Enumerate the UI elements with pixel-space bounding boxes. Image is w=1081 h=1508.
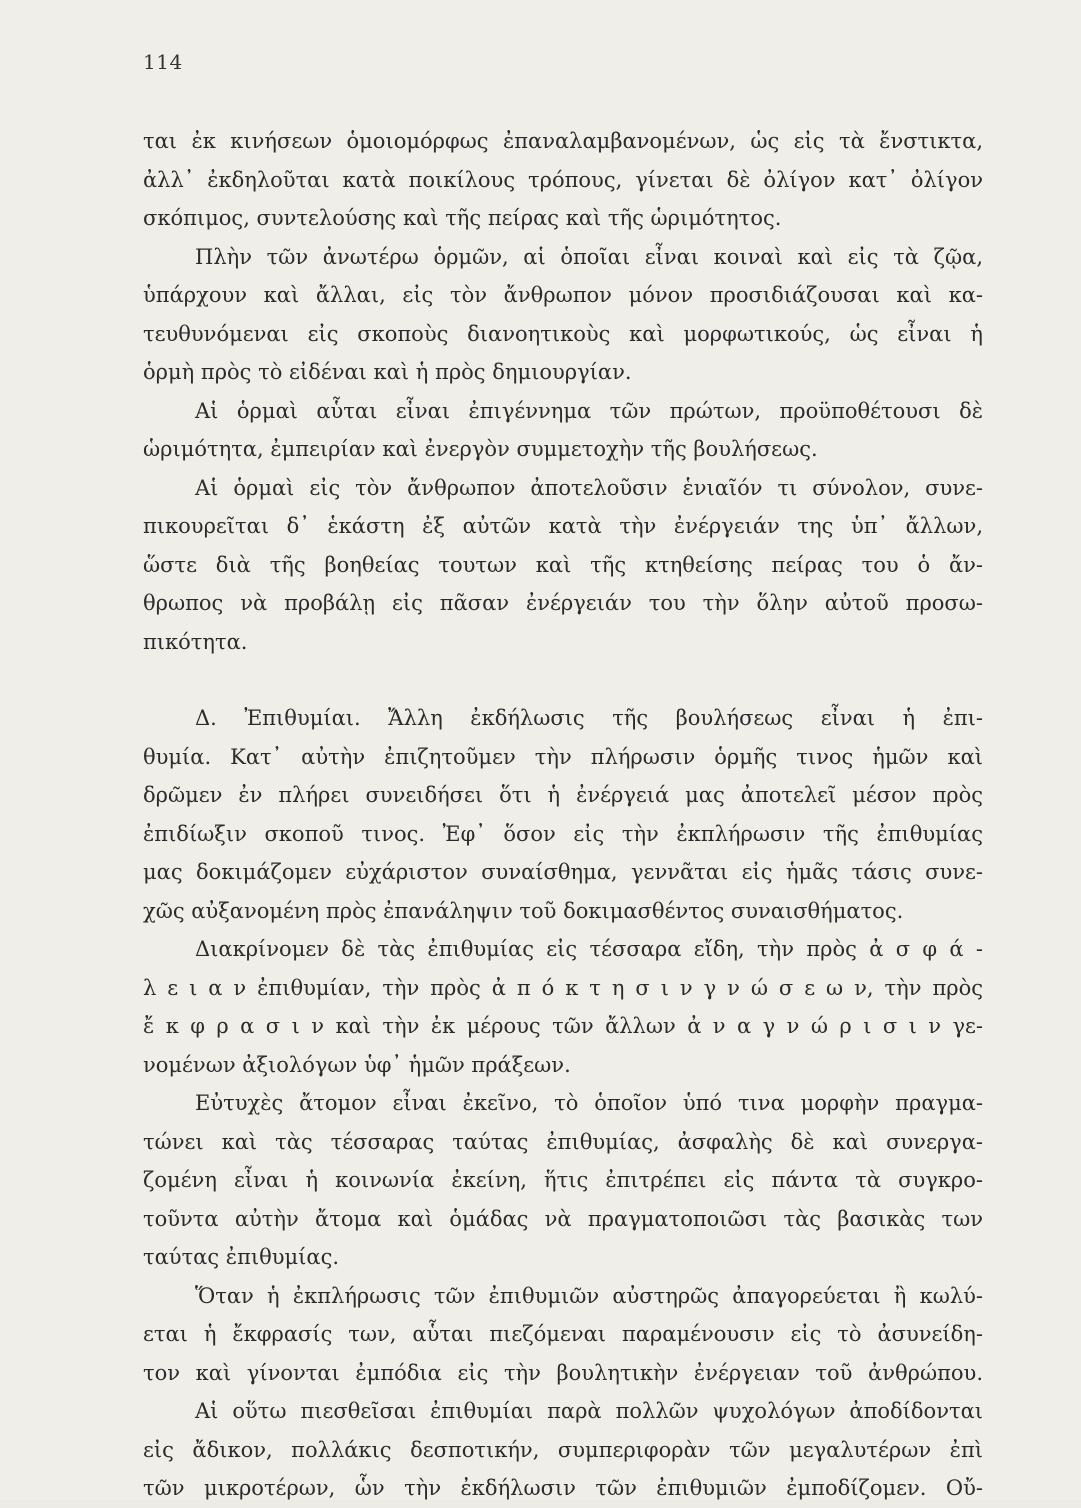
- text-line: πικότητα.: [143, 629, 248, 654]
- text-line: ἀλλ᾽ ἐκδηλοῦται κατὰ ποικίλους τρόπους, γίνεται δὲ ὀλίγον κατ᾽ ὀλίγον: [143, 167, 983, 192]
- text-line: ὁρμὴ πρὸς τὸ εἰδέναι καὶ ἡ πρὸς δημιουργίαν.: [143, 360, 632, 384]
- text-line: ὡριμότητα, ἐμπειρίαν καὶ ἐνεργὸν συμμετοχὴν τῆς βουλήσεως.: [143, 437, 818, 461]
- text-line: ζομένη εἶναι ἡ κοινωνία ἐκείνη, ἥτις ἐπιτρέπει εἰς πάντα τὰ συγκρο-: [143, 1168, 983, 1192]
- text-line: θρωπος νὰ προβάλῃ εἰς πᾶσαν ἐνέργειάν του τὴν ὅλην αὐτοῦ προσω-: [143, 591, 983, 615]
- text-line: ταύτας ἐπιθυμίας.: [143, 1245, 340, 1269]
- text-line: θυμία. Κατ᾽ αὐτὴν ἐπιζητοῦμεν τὴν πλήρωσιν ὁρμῆς τινος ἡμῶν καὶ: [143, 744, 983, 769]
- body-text: [143, 122, 983, 1508]
- text-line: ὥστε διὰ τῆς βοηθείας τουτων καὶ τῆς κτηθείσης πείρας του ὁ ἄν-: [143, 552, 983, 577]
- text-line: τῶν μικροτέρων, ὧν τὴν ἐκδήλωσιν τῶν ἐπιθυμιῶν ἐμποδίζομεν. Οὔ-: [143, 1476, 983, 1500]
- text-line: δρῶμεν ἐν πλήρει συνειδήσει ὅτι ἡ ἐνέργειά μας ἀποτελεῖ μέσον πρὸς: [143, 783, 983, 807]
- text-line: Αἱ ὁρμαὶ αὗται εἶναι ἐπιγέννημα τῶν πρώτων, προϋποθέτουσι δὲ: [195, 398, 983, 423]
- section-gap: [143, 661, 983, 699]
- text-line: ἔ κ φ ρ α σ ι ν καὶ τὴν ἐκ μέρους τῶν ἄλλων ἀ ν α γ ν ώ ρ ι σ ι ν γε-: [143, 1014, 983, 1038]
- text-line: πικουρεῖται δ᾽ ἑκάστη ἐξ αὐτῶν κατὰ τὴν ἐνέργειάν της ὑπ᾽ ἄλλων,: [143, 514, 983, 538]
- text-line: τοῦντα αὐτὴν ἄτομα καὶ ὁμάδας νὰ πραγματοποιῶσι τὰς βασικὰς των: [143, 1206, 983, 1231]
- text-line: χῶς αὐξανομένη πρὸς ἐπανάληψιν τοῦ δοκιμασθέντος συναισθήματος.: [143, 898, 904, 923]
- text-line: Διακρίνομεν δὲ τὰς ἐπιθυμίας εἰς τέσσαρα εἴδη, τὴν πρὸς ἀ σ φ ά -: [195, 937, 983, 961]
- text-line: ται ἐκ κινήσεων ὁμοιομόρφως ἐπαναλαμβανομένων, ὡς εἰς τὰ ἔνστικτα,: [143, 129, 983, 153]
- text-line: ἐπιδίωξιν σκοποῦ τινος. Ἐφ᾽ ὅσον εἰς τὴν ἐκπλήρωσιν τῆς ἐπιθυμίας: [143, 821, 983, 846]
- text-line: ὑπάρχουν καὶ ἄλλαι, εἰς τὸν ἄνθρωπον μόνον προσιδιάζουσαι καὶ κα-: [143, 283, 983, 307]
- text-line: Αἱ ὁρμαὶ εἰς τὸν ἄνθρωπον ἀποτελοῦσιν ἑνιαῖόν τι σύνολον, συνε-: [195, 475, 983, 500]
- text-line: Αἱ οὕτω πιεσθεῖσαι ἐπιθυμίαι παρὰ πολλῶν ψυχολόγων ἀποδίδονται: [195, 1399, 983, 1423]
- text-line: σκόπιμος, συντελούσης καὶ τῆς πείρας καὶ τῆς ὡριμότητος.: [143, 206, 782, 230]
- text-line: Ὅταν ἡ ἐκπλήρωσις τῶν ἐπιθυμιῶν αὐστηρῶς ἀπαγορεύεται ἢ κωλύ-: [195, 1283, 983, 1308]
- page-number: 114: [143, 50, 183, 74]
- text-line: μας δοκιμάζομεν εὐχάριστον συναίσθημα, γεννᾶται εἰς ἡμᾶς τάσις συνε-: [143, 860, 983, 884]
- text-line: νομένων ἀξιολόγων ὑφ᾽ ἡμῶν πράξεων.: [143, 1052, 571, 1077]
- text-line: εται ἡ ἔκφρασίς των, αὗται πιεζόμεναι παραμένουσιν εἰς τὸ ἀσυνείδη-: [143, 1322, 983, 1346]
- text-line: Εὐτυχὲς ἄτομον εἶναι ἐκεῖνο, τὸ ὁποῖον ὑπό τινα μορφὴν πραγμα-: [195, 1091, 983, 1115]
- text-line: τευθυνόμεναι εἰς σκοποὺς διανοητικοὺς καὶ μορφωτικούς, ὡς εἶναι ἡ: [143, 321, 983, 346]
- section-heading-line: Δ. Ἐπιθυμίαι. Ἄλλη ἐκδήλωσις τῆς βουλήσεως εἶναι ἡ ἐπι-: [195, 706, 983, 730]
- text-line: Πλὴν τῶν ἀνωτέρω ὁρμῶν, αἱ ὁποῖαι εἶναι κοιναὶ καὶ εἰς τὰ ζῷα,: [195, 244, 983, 269]
- text-line: τώνει καὶ τὰς τέσσαρας ταύτας ἐπιθυμίας, ἀσφαλὴς δὲ καὶ συνεργα-: [143, 1129, 983, 1154]
- text-line: εἰς ἄδικον, πολλάκις δεσποτικήν, συμπεριφορὰν τῶν μεγαλυτέρων ἐπὶ: [143, 1437, 983, 1462]
- text-line: λ ε ι α ν ἐπιθυμίαν, τὴν πρὸς ἀ π ό κ τ η σ ι ν γ ν ώ σ ε ω ν, τὴν πρὸς: [143, 975, 983, 1000]
- text-line: τον καὶ γίνονται ἐμπόδια εἰς τὴν βουλητικὴν ἐνέργειαν τοῦ ἀνθρώπου.: [143, 1360, 983, 1385]
